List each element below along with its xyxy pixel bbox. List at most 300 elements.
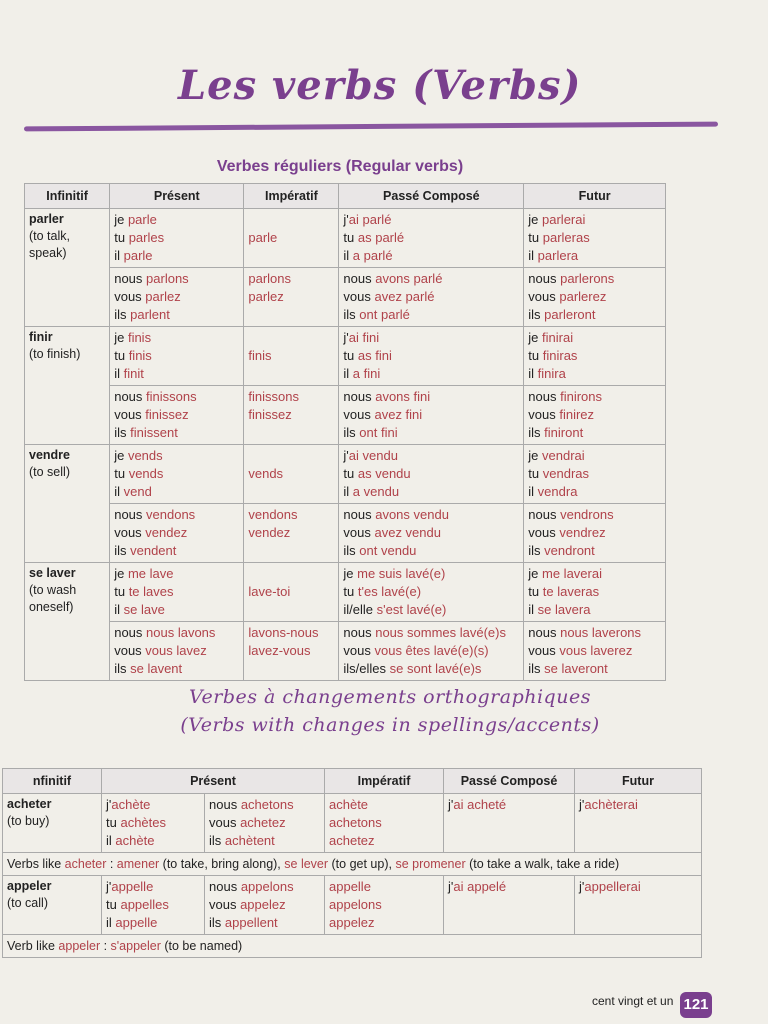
form-line (209, 914, 320, 932)
pronoun: vous (528, 525, 560, 540)
verb-row (3, 876, 702, 935)
page-title: Les verbs (Verbs) (178, 62, 582, 109)
ending: a fini (352, 366, 381, 381)
ending: vous laverez (559, 643, 633, 658)
form-line (579, 878, 697, 896)
imperative-cell (244, 504, 339, 563)
ending: nous laverons (560, 625, 642, 640)
ending: s'est lavé(e) (376, 602, 447, 617)
futur-forms (528, 329, 661, 383)
ending: parlerons (560, 271, 615, 286)
ending: se lavent (130, 661, 183, 676)
form-line (114, 211, 239, 229)
infinitive: finir (29, 330, 53, 344)
passe-compose-forms (343, 506, 519, 560)
ending: parles (128, 230, 165, 245)
form-line (528, 506, 661, 524)
form-line (528, 406, 661, 424)
ending: appellent (224, 915, 278, 930)
present-forms (114, 447, 239, 501)
ending: avez vendu (374, 525, 441, 540)
pronoun: vous (343, 289, 375, 304)
pronoun: je (528, 212, 543, 227)
form-line (528, 483, 661, 501)
pronoun: vous (114, 643, 146, 658)
note-text: Verbs like (7, 857, 65, 871)
pronoun: je (528, 566, 543, 581)
passe-compose-cell (339, 209, 524, 268)
form-line (106, 914, 200, 932)
spelling-verbs-table (2, 768, 702, 958)
ending: t'es lavé(e) (357, 584, 422, 599)
form-line (114, 465, 239, 483)
ending: parlons (146, 271, 189, 286)
ending: me suis lavé(e) (357, 566, 446, 581)
futur-forms (528, 447, 661, 501)
present-forms (114, 624, 239, 678)
verb-row-plural (25, 504, 666, 563)
present-forms (114, 565, 239, 619)
pronoun: il (343, 248, 353, 263)
passe-compose-cell (444, 794, 575, 853)
form-line (114, 447, 239, 465)
form-line (528, 306, 661, 324)
passe-compose-cell (339, 445, 524, 504)
form-line (448, 796, 570, 814)
form-line (528, 347, 661, 365)
form-line (528, 329, 661, 347)
form-line (343, 229, 519, 247)
form-line (209, 878, 320, 896)
ending: as vendu (357, 466, 411, 481)
ending: appelle (111, 879, 154, 894)
form-line: parlez (248, 289, 284, 304)
ending: parlera (537, 248, 579, 263)
futur-forms (528, 270, 661, 324)
form-line (114, 247, 239, 265)
form-line (343, 565, 519, 583)
form-line: vendons (248, 507, 298, 522)
ending: finiront (544, 425, 584, 440)
ending: nous sommes lavé(e)s (375, 625, 506, 640)
ending: ai parlé (348, 212, 392, 227)
ending: ai appelé (453, 879, 507, 894)
ending: vendrez (559, 525, 606, 540)
ending: vends (127, 448, 163, 463)
form-line (579, 796, 697, 814)
futur-cell (524, 504, 666, 563)
passe-compose-cell (339, 386, 524, 445)
imperative-cell (244, 386, 339, 445)
imperative-cell (244, 268, 339, 327)
form-line: vendez (248, 525, 291, 540)
form-line (114, 524, 239, 542)
form-line (528, 365, 661, 383)
ending: vous êtes lavé(e)(s) (374, 643, 489, 658)
passe-compose-forms (343, 565, 519, 619)
column-header: Infinitif (25, 184, 110, 209)
ending: vendrons (560, 507, 614, 522)
present-cell-singular (102, 794, 205, 853)
form-line (114, 329, 239, 347)
form-line (343, 642, 519, 660)
note-verb: se lever (284, 857, 329, 871)
ending: finissez (145, 407, 189, 422)
imperative-form: finis (248, 348, 272, 363)
translation: (to sell) (29, 465, 70, 479)
imperative-cell (325, 876, 444, 935)
ending: se lavera (537, 602, 591, 617)
note-verb: se promener (395, 857, 466, 871)
ending: finis (127, 330, 152, 345)
present-cell (110, 445, 244, 504)
pronoun: il (114, 602, 124, 617)
ending: avez parlé (374, 289, 435, 304)
pronoun: tu (114, 230, 129, 245)
futur-cell (524, 563, 666, 622)
pronoun: vous (343, 643, 375, 658)
note-verb: acheter (64, 857, 107, 871)
present-cell (110, 327, 244, 386)
present-cell (110, 504, 244, 563)
ending: parlent (130, 307, 170, 322)
pronoun: il (528, 248, 538, 263)
present-cell (110, 209, 244, 268)
pronoun: je (114, 212, 128, 227)
futur-cell (575, 876, 702, 935)
pronoun: vous (114, 525, 146, 540)
form-line (114, 306, 239, 324)
form-line: lavez-vous (248, 643, 311, 658)
infinitive: acheter (7, 797, 52, 811)
form-line (528, 601, 661, 619)
ending: ai acheté (453, 797, 507, 812)
form-line (528, 583, 661, 601)
pronoun: ils (528, 543, 545, 558)
present-cell-plural (205, 876, 325, 935)
ending: nous lavons (146, 625, 216, 640)
infinitive-cell (25, 563, 110, 681)
form-line: lavons-nous (248, 625, 319, 640)
pronoun: vous (114, 289, 146, 304)
pronoun: nous (528, 625, 561, 640)
present-cell-singular (102, 876, 205, 935)
form-line (528, 229, 661, 247)
pronoun: vous (528, 289, 560, 304)
note-text: (to get up), (328, 857, 396, 871)
pronoun: il (114, 248, 124, 263)
pronoun: vous (343, 525, 375, 540)
ending: achetons (240, 797, 294, 812)
form-line (114, 365, 239, 383)
note-text: (to take, bring along), (159, 857, 285, 871)
futur-cell (524, 268, 666, 327)
form-line (209, 832, 320, 850)
present-forms (114, 329, 239, 383)
form-line (114, 542, 239, 560)
pronoun: ils (209, 833, 225, 848)
form-line (343, 660, 519, 678)
pronoun: tu (114, 348, 129, 363)
futur-forms (528, 506, 661, 560)
pronoun: tu (528, 584, 543, 599)
pronoun: je (528, 330, 543, 345)
futur-cell (524, 327, 666, 386)
pronoun: tu (528, 348, 543, 363)
form-line (528, 424, 661, 442)
ending: avons vendu (375, 507, 449, 522)
verb-row-singular (25, 209, 666, 268)
form-line (528, 642, 661, 660)
pronoun: tu (106, 897, 121, 912)
ending: finirons (560, 389, 603, 404)
form-line (528, 524, 661, 542)
column-header: Passé Composé (444, 769, 575, 794)
pronoun: tu (343, 348, 358, 363)
form-line (209, 796, 320, 814)
futur-forms (528, 211, 661, 265)
present-cell (110, 386, 244, 445)
futur-cell (524, 622, 666, 681)
column-header: Futur (524, 184, 666, 209)
pronoun: il (343, 484, 353, 499)
column-header: Présent (102, 769, 325, 794)
ending: avons parlé (375, 271, 443, 286)
form-line (114, 347, 239, 365)
verb-row-singular (25, 563, 666, 622)
form-line (528, 465, 661, 483)
ending: parle (123, 248, 153, 263)
column-header: Présent (110, 184, 244, 209)
form-line (343, 329, 519, 347)
column-header: Impératif (244, 184, 339, 209)
ending: me lave (127, 566, 174, 581)
passe-compose-forms (343, 329, 519, 383)
pronoun: vous (528, 407, 560, 422)
passe-compose-forms (448, 796, 570, 814)
pronoun: il (114, 484, 124, 499)
ending: parleront (544, 307, 596, 322)
pronoun: je (343, 566, 358, 581)
pronoun: je (114, 448, 128, 463)
present-forms (106, 796, 200, 850)
imperative-cell (244, 327, 339, 386)
pronoun: ils (528, 425, 545, 440)
title-rule (24, 122, 718, 132)
form-line (343, 211, 519, 229)
form-line (343, 524, 519, 542)
form-line (343, 424, 519, 442)
form-line (343, 624, 519, 642)
pronoun: ils (528, 307, 545, 322)
ending: appelle (115, 915, 158, 930)
translation: (to finish) (29, 347, 81, 361)
form-line (528, 565, 661, 583)
form-line (343, 583, 519, 601)
ending: finirai (542, 330, 574, 345)
form-line (528, 211, 661, 229)
form-line (343, 447, 519, 465)
ending: se laveront (544, 661, 608, 676)
pronoun: nous (209, 879, 241, 894)
form-line: finissez (248, 407, 292, 422)
passe-compose-forms (343, 211, 519, 265)
imperative-cell (244, 622, 339, 681)
futur-cell (524, 209, 666, 268)
ending: achetez (240, 815, 286, 830)
infinitive-cell (3, 876, 102, 935)
form-line (114, 424, 239, 442)
ending: finirez (559, 407, 595, 422)
passe-compose-forms (343, 388, 519, 442)
ending: te laveras (542, 584, 600, 599)
form-line (528, 288, 661, 306)
ending: ont vendu (359, 543, 417, 558)
ending: a vendu (352, 484, 400, 499)
futur-forms (528, 565, 661, 619)
note-cell (3, 853, 702, 876)
pronoun: il/elle (343, 602, 377, 617)
ending: finit (123, 366, 144, 381)
form-line (343, 601, 519, 619)
form-line (114, 270, 239, 288)
passe-compose-cell (339, 268, 524, 327)
form-line (343, 270, 519, 288)
passe-compose-cell (339, 622, 524, 681)
pronoun: j' (343, 448, 349, 463)
pronoun: vous (114, 407, 146, 422)
present-forms (114, 270, 239, 324)
form-line: achetez (329, 833, 375, 848)
ending: finissons (146, 389, 197, 404)
pronoun: ils (343, 425, 360, 440)
pronoun: j' (106, 879, 112, 894)
form-line (114, 506, 239, 524)
ending: appelons (240, 879, 294, 894)
pronoun: j' (448, 879, 454, 894)
pronoun: vous (209, 897, 241, 912)
pronoun: tu (114, 584, 129, 599)
infinitive: vendre (29, 448, 70, 462)
imperative-forms (329, 878, 439, 932)
ending: vous lavez (145, 643, 207, 658)
pronoun: je (114, 566, 128, 581)
pronoun: je (114, 330, 128, 345)
ending: achète (111, 797, 151, 812)
form-line (114, 288, 239, 306)
ending: vendront (544, 543, 595, 558)
note-cell (3, 935, 702, 958)
infinitive-cell (25, 209, 110, 327)
passe-compose-cell (339, 504, 524, 563)
form-line (114, 583, 239, 601)
ending: vendras (542, 466, 589, 481)
header-row (3, 769, 702, 794)
regular-verbs-table (24, 183, 666, 681)
form-line: appelez (329, 915, 375, 930)
translation: (to talk, speak) (29, 229, 70, 260)
ending: vendons (146, 507, 196, 522)
pronoun: ils (343, 307, 360, 322)
present-cell-plural (205, 794, 325, 853)
present-forms (106, 878, 200, 932)
futur-cell (524, 445, 666, 504)
column-header: Futur (575, 769, 702, 794)
futur-forms (579, 878, 697, 896)
futur-forms (528, 624, 661, 678)
pronoun: nous (343, 625, 376, 640)
imperative-form: lave-toi (248, 584, 291, 599)
column-header: Impératif (325, 769, 444, 794)
pronoun: vous (343, 407, 375, 422)
ending: avez fini (374, 407, 423, 422)
pronoun: j' (343, 330, 349, 345)
form-line (343, 542, 519, 560)
present-forms (114, 211, 239, 265)
form-line (528, 270, 661, 288)
present-cell (110, 622, 244, 681)
pronoun: tu (343, 466, 358, 481)
form-line: parlons (248, 271, 291, 286)
form-line (114, 642, 239, 660)
pronoun: il (528, 366, 538, 381)
note-text: : (106, 857, 117, 871)
ending: vends (128, 466, 164, 481)
imperative-forms (248, 270, 334, 306)
pronoun: ils/elles (343, 661, 390, 676)
futur-cell (575, 794, 702, 853)
pronoun: je (528, 448, 543, 463)
form-line (528, 247, 661, 265)
ending: achètent (224, 833, 275, 848)
translation: (to buy) (7, 814, 50, 828)
regular-verbs-heading: Verbes réguliers (Regular verbs) (216, 158, 464, 175)
pronoun: il (114, 366, 124, 381)
ending: vendent (130, 543, 177, 558)
verb-row-singular (25, 327, 666, 386)
ending: vendez (145, 525, 188, 540)
ending: vend (123, 484, 152, 499)
form-line (528, 624, 661, 642)
column-header: Passé Composé (339, 184, 524, 209)
verb-row-plural (25, 386, 666, 445)
pronoun: tu (343, 584, 358, 599)
imperative-forms (248, 506, 334, 542)
imperative-forms (329, 796, 439, 850)
imperative-cell (325, 794, 444, 853)
pronoun: nous (343, 271, 376, 286)
infinitive: appeler (7, 879, 52, 893)
pronoun: ils (114, 425, 131, 440)
form-line (343, 247, 519, 265)
form-line (114, 660, 239, 678)
futur-forms (528, 388, 661, 442)
form-line (343, 506, 519, 524)
pronoun: tu (106, 815, 121, 830)
note-verb: appeler (58, 939, 101, 953)
verb-row (3, 794, 702, 853)
form-line: finissons (248, 389, 299, 404)
passe-compose-forms (343, 447, 519, 501)
pronoun: j' (579, 797, 585, 812)
form-line (209, 896, 320, 914)
ending: me laverai (542, 566, 602, 581)
form-line (343, 388, 519, 406)
verb-row-plural (25, 268, 666, 327)
header-row (25, 184, 666, 209)
pronoun: nous (114, 271, 147, 286)
passe-compose-cell (339, 563, 524, 622)
